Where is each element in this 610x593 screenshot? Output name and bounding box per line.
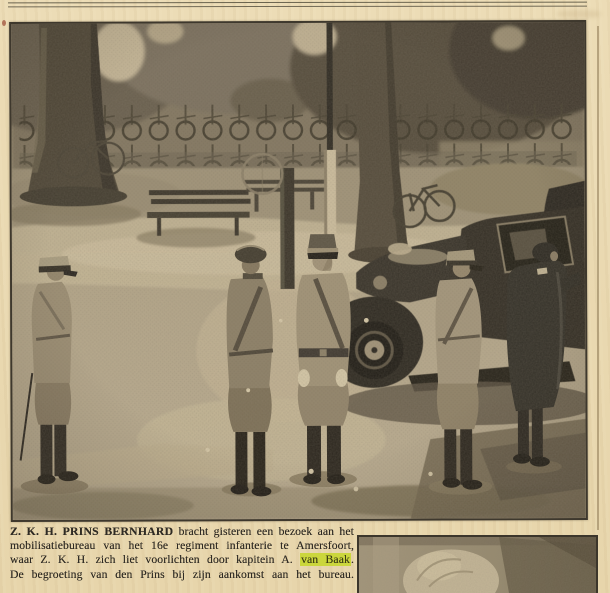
ink-showthrough-smudge — [556, 10, 602, 18]
main-photo — [9, 20, 588, 522]
masthead-double-rule — [8, 2, 587, 8]
caption-line-3-pre: waar Z. K. H. zich liet voorlichten door kapitein A. — [10, 553, 301, 567]
caption-line-4: De begroeting van den Prins bij zijn aankomst aan het bureau. — [10, 567, 354, 581]
main-photo-illustration — [11, 22, 586, 520]
caption-line-2: mobilisatiebureau van het 16e regiment infanterie te Amersfoort, — [10, 539, 354, 553]
caption-line-1 — [10, 525, 354, 539]
photo-caption — [10, 525, 354, 582]
column-rule — [597, 26, 599, 530]
ink-speck — [2, 20, 6, 26]
caption-line-3-post: . — [350, 553, 354, 567]
caption-line-1-rest: bracht gisteren een bezoek aan het — [173, 525, 354, 538]
caption-line-3 — [10, 553, 354, 567]
search-highlight: van Baak — [301, 553, 350, 567]
secondary-photo — [357, 535, 598, 593]
caption-lead: Z. K. H. PRINS BERNHARD — [10, 525, 174, 538]
halftone-texture — [11, 22, 586, 520]
secondary-photo-illustration — [359, 537, 596, 593]
